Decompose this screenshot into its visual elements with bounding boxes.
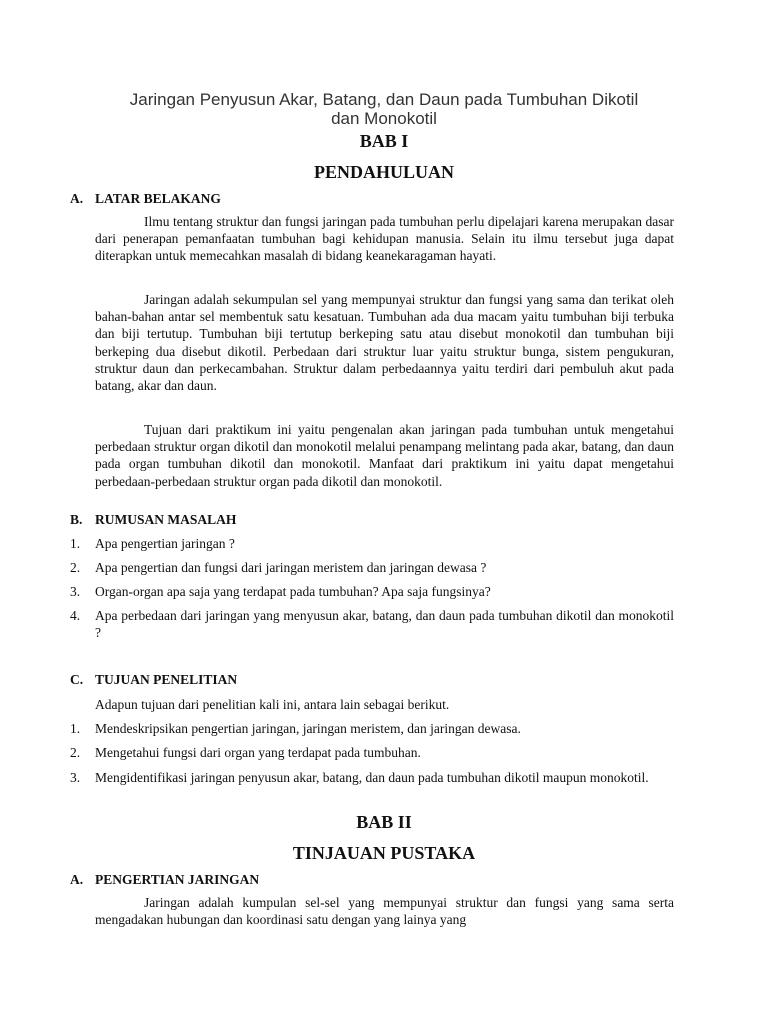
bab1-section-b-heading bbox=[70, 511, 674, 528]
list-item-number: 2. bbox=[70, 745, 81, 760]
list-item-number: 1. bbox=[70, 536, 81, 551]
bab2-section-a-heading bbox=[70, 871, 674, 888]
document-title bbox=[60, 90, 708, 128]
bab1-section-c-heading bbox=[70, 671, 674, 688]
list-item-text: Apa perbedaan dari jaringan yang menyusun akar, batang, dan daun pada tumbuhan dikotil dan monokotil ? bbox=[95, 608, 674, 641]
list-item bbox=[70, 583, 674, 600]
section-label: A. bbox=[70, 191, 84, 206]
bab1-heading: BAB I bbox=[359, 131, 409, 151]
bab1-a-paragraph-2: Jaringan adalah sekumpulan sel yang mempunyai struktur dan fungsi yang sama dan terikat oleh bahan-bahan antar sel membentuk satu kesatuan. Tumbuhan ada dua macam yaitu tumbuhan biji terbuka dan biji tertutup. Tumbuhan biji tertutup berkeping satu atau disebut monokotil dan tumbuhan biji berkeping dua disebut dikotil. Perbedaan dari struktur luar yaitu struktur bunga, sistem pengukuran, struktur daun dan perkecambahan. Struktur dalam perbedaannya yaitu terdiri dari pembuluh akut pada batang, akar dan daun. bbox=[95, 292, 674, 394]
bab1-a-paragraph-3: Tujuan dari praktikum ini yaitu pengenalan akan jaringan pada tumbuhan untuk mengetahui perbedaan struktur organ dikotil dan monokotil melalui penampang melintang pada akar, batang, dan daun pada organ tumbuhan dikotil dan monokotil. Manfaat dari praktikum ini yaitu dapat mengetahui perbedaan-perbedaan struktur organ pada dikotil dan monokotil. bbox=[95, 422, 674, 489]
list-item-number: 1. bbox=[70, 721, 81, 736]
list-item-number: 2. bbox=[70, 560, 81, 575]
list-item bbox=[70, 559, 674, 576]
bab1-c-intro: Adapun tujuan dari penelitian kali ini, antara lain sebagai berikut. bbox=[95, 697, 450, 712]
bab2-heading: BAB II bbox=[356, 812, 412, 832]
list-item bbox=[70, 720, 674, 737]
list-item bbox=[70, 607, 674, 641]
list-item-text: Mendeskripsikan pengertian jaringan, jaringan meristem, dan jaringan dewasa. bbox=[95, 721, 521, 736]
document-title-line-1: Jaringan Penyusun Akar, Batang, dan Daun pada Tumbuhan Dikotil bbox=[129, 90, 639, 109]
list-item-text: Apa pengertian jaringan ? bbox=[95, 536, 235, 551]
bab2-subheading: TINJAUAN PUSTAKA bbox=[292, 843, 476, 863]
section-label: A. bbox=[70, 872, 84, 887]
section-label: B. bbox=[70, 512, 83, 527]
list-item-text: Mengidentifikasi jaringan penyusun akar, batang, dan daun pada tumbuhan dikotil maupun monokotil. bbox=[95, 770, 649, 785]
list-item bbox=[70, 769, 674, 786]
section-label: C. bbox=[70, 672, 84, 687]
list-item-number: 4. bbox=[70, 608, 81, 623]
list-item bbox=[70, 744, 674, 761]
list-item-number: 3. bbox=[70, 584, 81, 599]
section-title: TUJUAN PENELITIAN bbox=[95, 672, 238, 687]
list-item-text: Organ-organ apa saja yang terdapat pada tumbuhan? Apa saja fungsinya? bbox=[95, 584, 491, 599]
section-title: RUMUSAN MASALAH bbox=[95, 512, 237, 527]
bab1-subheading: PENDAHULUAN bbox=[313, 162, 454, 182]
section-title: LATAR BELAKANG bbox=[95, 191, 221, 206]
bab2-a-paragraph: Jaringan adalah kumpulan sel-sel yang mempunyai struktur dan fungsi yang sama serta mengadakan hubungan dan koordinasi satu dengan yang lainya yang bbox=[95, 895, 674, 928]
document-title-line-2: dan Monokotil bbox=[331, 109, 437, 128]
list-item-text: Apa pengertian dan fungsi dari jaringan meristem dan jaringan dewasa ? bbox=[95, 560, 487, 575]
section-title: PENGERTIAN JARINGAN bbox=[95, 872, 260, 887]
list-item-text: Mengetahui fungsi dari organ yang terdapat pada tumbuhan. bbox=[95, 745, 421, 760]
list-item bbox=[70, 535, 674, 552]
bab1-section-a-heading bbox=[70, 190, 674, 207]
bab1-a-paragraph-1: Ilmu tentang struktur dan fungsi jaringan pada tumbuhan perlu dipelajari karena merupakan dasar dari penerapan pemanfaatan tumbuhan bagi kehidupan manusia. Selain itu ilmu tersebut juga dapat diterapkan untuk memecahkan masalah di bidang keanekaragaman hayati. bbox=[95, 214, 674, 264]
list-item-number: 3. bbox=[70, 770, 81, 785]
